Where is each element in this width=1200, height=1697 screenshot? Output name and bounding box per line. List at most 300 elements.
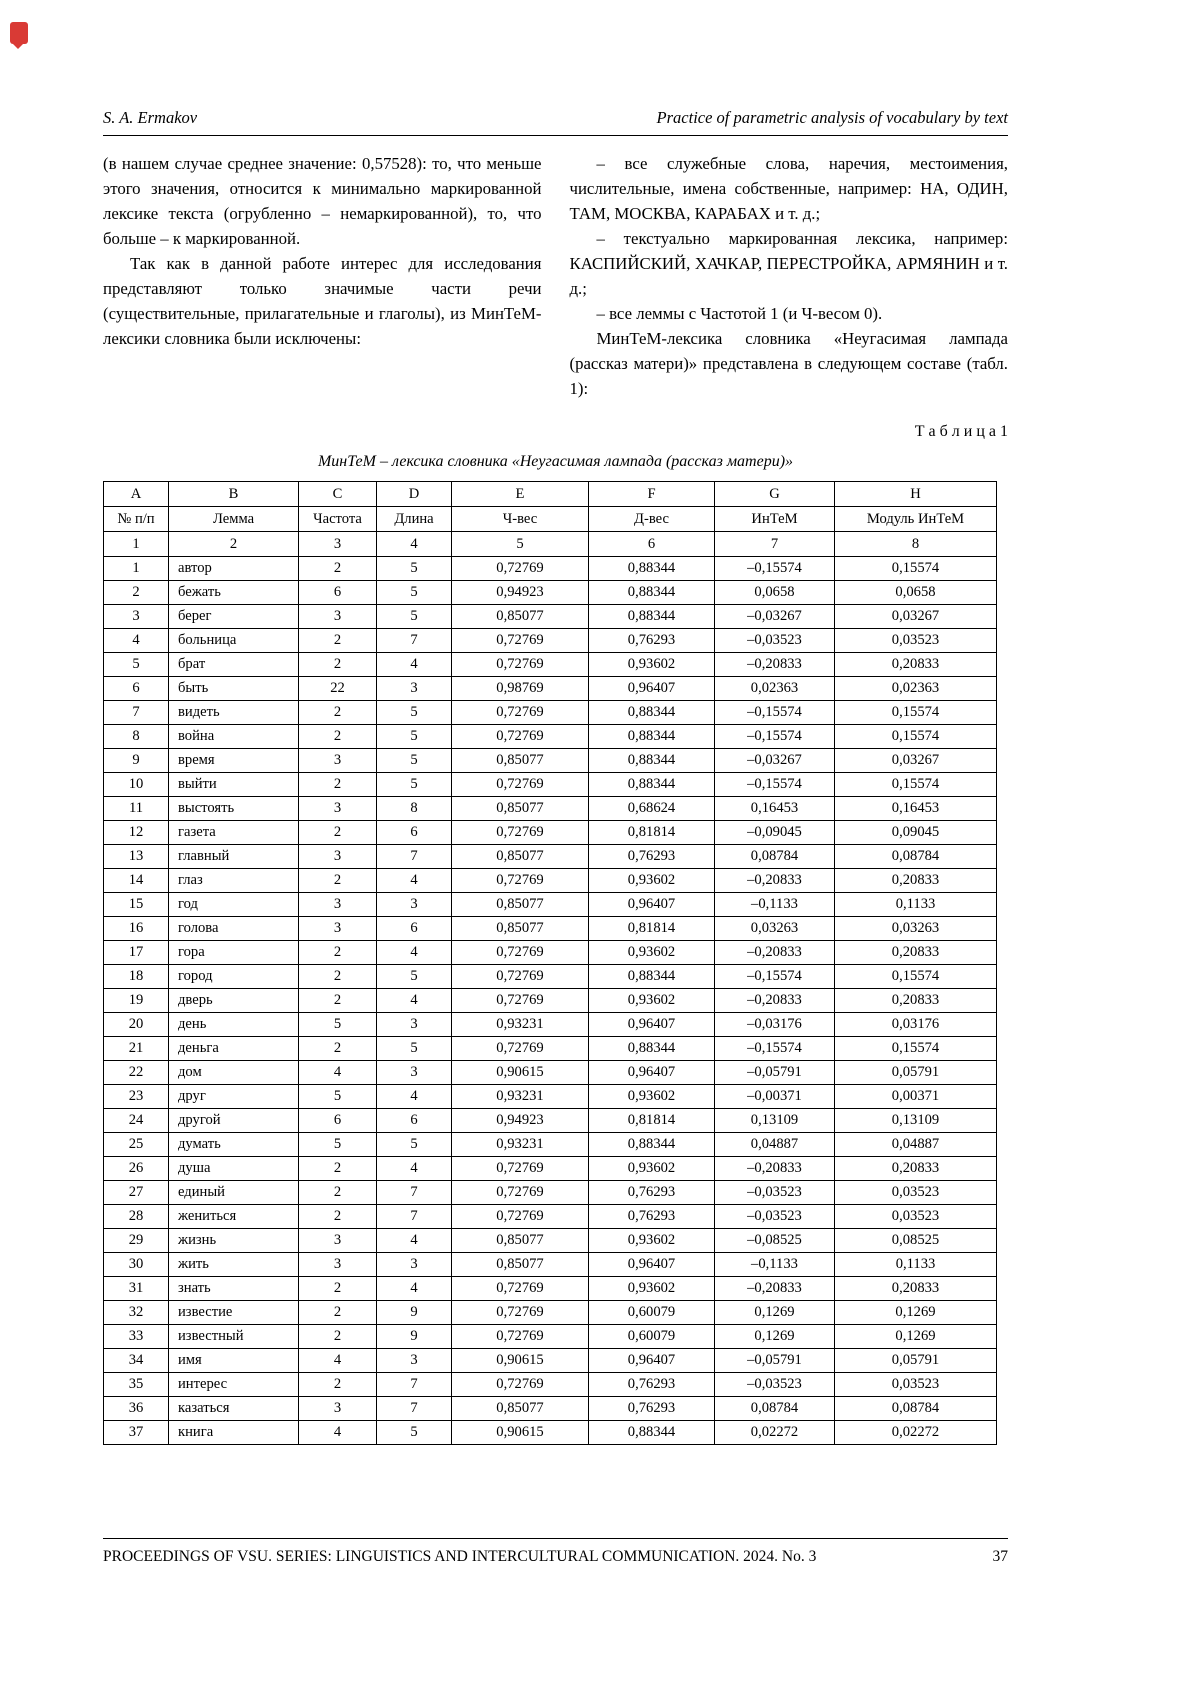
table-cell: 0,13109 <box>835 1109 997 1133</box>
table-cell: 0,02363 <box>715 677 835 701</box>
table-cell: 0,20833 <box>835 869 997 893</box>
table-row <box>104 1133 997 1157</box>
table-cell: 0,1269 <box>715 1301 835 1325</box>
table-cell: 27 <box>104 1181 169 1205</box>
table-cell: 2 <box>299 629 377 653</box>
table-row <box>104 557 997 581</box>
table-row <box>104 605 997 629</box>
table-row <box>104 1349 997 1373</box>
table-cell: 19 <box>104 989 169 1013</box>
header-cell: D <box>377 482 452 507</box>
body-columns <box>103 151 1008 401</box>
table-row <box>104 845 997 869</box>
table-cell: 0,72769 <box>452 557 589 581</box>
table-cell: 4 <box>377 1277 452 1301</box>
table-cell: 0,20833 <box>835 941 997 965</box>
table-cell: 0,98769 <box>452 677 589 701</box>
table-cell: 5 <box>299 1013 377 1037</box>
header-cell: Частота <box>299 507 377 532</box>
table-cell: 9 <box>377 1325 452 1349</box>
annotation-marker-icon[interactable] <box>10 22 28 44</box>
table-cell: –0,1133 <box>715 1253 835 1277</box>
header-cell: 6 <box>589 532 715 557</box>
table-cell: 0,72769 <box>452 653 589 677</box>
table-cell: 0,96407 <box>589 1013 715 1037</box>
table-cell: 0,02363 <box>835 677 997 701</box>
table-cell: дверь <box>169 989 299 1013</box>
table-cell: 4 <box>377 1229 452 1253</box>
table-cell: 5 <box>299 1085 377 1109</box>
table-cell: 2 <box>299 701 377 725</box>
table-cell: 26 <box>104 1157 169 1181</box>
table-cell: 0,08525 <box>835 1229 997 1253</box>
table-cell: 0,15574 <box>835 965 997 989</box>
table-row <box>104 1397 997 1421</box>
table-cell: –0,05791 <box>715 1061 835 1085</box>
running-head <box>103 108 1008 136</box>
table-cell: 3 <box>377 1061 452 1085</box>
table-cell: 3 <box>299 605 377 629</box>
table-cell: –0,15574 <box>715 1037 835 1061</box>
table-cell: 7 <box>104 701 169 725</box>
table-cell: газета <box>169 821 299 845</box>
table-cell: –0,15574 <box>715 557 835 581</box>
table-cell: 4 <box>377 989 452 1013</box>
table-cell: 36 <box>104 1397 169 1421</box>
table-cell: 0,72769 <box>452 941 589 965</box>
table-cell: 22 <box>299 677 377 701</box>
paragraph: – все леммы с Частотой 1 (и Ч-весом 0). <box>596 304 883 323</box>
table-row <box>104 1421 997 1445</box>
header-cell: 1 <box>104 532 169 557</box>
table-cell: 0,93602 <box>589 1085 715 1109</box>
left-column <box>103 151 542 401</box>
table-cell: 2 <box>299 1277 377 1301</box>
table-cell: –0,20833 <box>715 653 835 677</box>
table-cell: 8 <box>104 725 169 749</box>
table-cell: 0,72769 <box>452 1181 589 1205</box>
table-row <box>104 821 997 845</box>
running-head-title: Practice of parametric analysis of vocabulary by text <box>656 108 1008 127</box>
table-cell: 0,93231 <box>452 1133 589 1157</box>
table-row <box>104 701 997 725</box>
table-cell: голова <box>169 917 299 941</box>
table-cell: 3 <box>299 1229 377 1253</box>
table-cell: 5 <box>377 1421 452 1445</box>
right-column <box>570 151 1009 401</box>
table-cell: 0,81814 <box>589 821 715 845</box>
table-cell: 0,15574 <box>835 725 997 749</box>
table-cell: 0,1269 <box>835 1325 997 1349</box>
table-cell: 5 <box>377 701 452 725</box>
header-cell: 8 <box>835 532 997 557</box>
table-cell: 0,93602 <box>589 653 715 677</box>
table-cell: 0,72769 <box>452 773 589 797</box>
header-cell: Д-вес <box>589 507 715 532</box>
table-cell: 3 <box>299 845 377 869</box>
table-cell: 0,85077 <box>452 917 589 941</box>
table-cell: 3 <box>299 797 377 821</box>
table-cell: 0,72769 <box>452 821 589 845</box>
table-cell: 0,85077 <box>452 605 589 629</box>
table-row <box>104 893 997 917</box>
table-cell: 6 <box>377 917 452 941</box>
header-cell: Лемма <box>169 507 299 532</box>
table-cell: 0,03176 <box>835 1013 997 1037</box>
table-cell: 14 <box>104 869 169 893</box>
table-cell: 16 <box>104 917 169 941</box>
table-cell: 30 <box>104 1253 169 1277</box>
table-row <box>104 965 997 989</box>
table-cell: 0,88344 <box>589 581 715 605</box>
table-cell: –0,03523 <box>715 629 835 653</box>
table-row <box>104 1109 997 1133</box>
table-cell: год <box>169 893 299 917</box>
table-cell: 0,03267 <box>835 605 997 629</box>
table-cell: 0,20833 <box>835 1157 997 1181</box>
table-cell: 0,68624 <box>589 797 715 821</box>
table-cell: 4 <box>299 1421 377 1445</box>
table-cell: 7 <box>377 1205 452 1229</box>
table-cell: война <box>169 725 299 749</box>
table-cell: 0,94923 <box>452 581 589 605</box>
header-cell: № п/п <box>104 507 169 532</box>
table-cell: больница <box>169 629 299 653</box>
table-row <box>104 677 997 701</box>
table-cell: 31 <box>104 1277 169 1301</box>
table-cell: 32 <box>104 1301 169 1325</box>
table-row <box>104 1373 997 1397</box>
header-cell: 5 <box>452 532 589 557</box>
table-cell: берег <box>169 605 299 629</box>
table-cell: 0,93231 <box>452 1085 589 1109</box>
table-row <box>104 941 997 965</box>
table-cell: 0,13109 <box>715 1109 835 1133</box>
number-header-row <box>104 532 997 557</box>
table-cell: 0,1133 <box>835 893 997 917</box>
table-cell: 23 <box>104 1085 169 1109</box>
table-cell: –0,09045 <box>715 821 835 845</box>
table-cell: 3 <box>299 1397 377 1421</box>
table-cell: 34 <box>104 1349 169 1373</box>
table-cell: 0,93602 <box>589 869 715 893</box>
table-cell: 0,88344 <box>589 1421 715 1445</box>
paragraph: Так как в данной работе интерес для исследования представляют только значимые части речи (существительные, прилагательные и глаголы), из МинТеМ-лексики словника были исключены: <box>103 254 542 348</box>
table-cell: 2 <box>299 557 377 581</box>
lexicon-table <box>103 481 997 1445</box>
table-cell: 0,09045 <box>835 821 997 845</box>
table-cell: 0,88344 <box>589 557 715 581</box>
footer-journal: PROCEEDINGS OF VSU. SERIES: LINGUISTICS AND INTERCULTURAL COMMUNICATION. 2024. No. 3 <box>103 1548 817 1565</box>
table-cell: 0,76293 <box>589 1373 715 1397</box>
table-cell: казаться <box>169 1397 299 1421</box>
table-cell: 7 <box>377 1181 452 1205</box>
table-cell: 0,04887 <box>835 1133 997 1157</box>
table-cell: 0,03523 <box>835 1205 997 1229</box>
table-cell: –0,03523 <box>715 1205 835 1229</box>
table-cell: 0,72769 <box>452 1373 589 1397</box>
table-cell: друг <box>169 1085 299 1109</box>
table-cell: 20 <box>104 1013 169 1037</box>
table-cell: 0,85077 <box>452 845 589 869</box>
table-cell: 0,1133 <box>835 1253 997 1277</box>
table-cell: 0,90615 <box>452 1061 589 1085</box>
table-row <box>104 1157 997 1181</box>
table-row <box>104 1013 997 1037</box>
table-cell: 2 <box>299 725 377 749</box>
table-cell: 37 <box>104 1421 169 1445</box>
table-cell: 0,08784 <box>835 1397 997 1421</box>
table-cell: 3 <box>377 1013 452 1037</box>
table-cell: 0,16453 <box>835 797 997 821</box>
table-cell: –0,03523 <box>715 1181 835 1205</box>
table-cell: 6 <box>377 821 452 845</box>
table-cell: 0,72769 <box>452 1205 589 1229</box>
table-cell: 0,03523 <box>835 629 997 653</box>
letter-header-row <box>104 482 997 507</box>
table-cell: 0,72769 <box>452 1277 589 1301</box>
table-cell: 0,02272 <box>835 1421 997 1445</box>
table-row <box>104 797 997 821</box>
table-cell: единый <box>169 1181 299 1205</box>
table-cell: 5 <box>299 1133 377 1157</box>
table-cell: 0,85077 <box>452 1253 589 1277</box>
table-cell: 4 <box>377 653 452 677</box>
table-cell: деньга <box>169 1037 299 1061</box>
table-cell: 0,08784 <box>715 845 835 869</box>
table-cell: –0,15574 <box>715 701 835 725</box>
table-cell: –0,15574 <box>715 773 835 797</box>
table-cell: 0,96407 <box>589 1061 715 1085</box>
table-cell: бежать <box>169 581 299 605</box>
table-cell: 0,81814 <box>589 917 715 941</box>
table-cell: 0,08784 <box>835 845 997 869</box>
table-cell: 15 <box>104 893 169 917</box>
table-row <box>104 581 997 605</box>
table-row <box>104 1037 997 1061</box>
table-cell: 6 <box>299 581 377 605</box>
table-cell: главный <box>169 845 299 869</box>
table-cell: 5 <box>377 725 452 749</box>
table-label: Т а б л и ц а 1 <box>914 423 1008 440</box>
column-header-row <box>104 507 997 532</box>
table-cell: 0,72769 <box>452 1157 589 1181</box>
table-cell: –0,03523 <box>715 1373 835 1397</box>
table-cell: 0,72769 <box>452 869 589 893</box>
table-cell: 0,15574 <box>835 701 997 725</box>
table-caption: МинТеМ – лексика словника «Неугасимая лампада (рассказ матери)» <box>317 453 794 470</box>
table-cell: 24 <box>104 1109 169 1133</box>
table-cell: 0,72769 <box>452 965 589 989</box>
table-cell: 0,96407 <box>589 893 715 917</box>
table-cell: 5 <box>377 581 452 605</box>
header-cell: 3 <box>299 532 377 557</box>
table-cell: 28 <box>104 1205 169 1229</box>
header-cell: E <box>452 482 589 507</box>
table-cell: 4 <box>299 1061 377 1085</box>
table-cell: 0,15574 <box>835 773 997 797</box>
table-cell: 0,88344 <box>589 1037 715 1061</box>
table-cell: 0,85077 <box>452 893 589 917</box>
table-cell: 2 <box>299 773 377 797</box>
table-cell: 0,81814 <box>589 1109 715 1133</box>
table-cell: 3 <box>299 1253 377 1277</box>
table-cell: 21 <box>104 1037 169 1061</box>
table-cell: 0,85077 <box>452 749 589 773</box>
table-cell: автор <box>169 557 299 581</box>
table-cell: 5 <box>377 605 452 629</box>
table-cell: –0,20833 <box>715 1277 835 1301</box>
table-cell: 6 <box>299 1109 377 1133</box>
table-row <box>104 1229 997 1253</box>
table-cell: –0,03267 <box>715 749 835 773</box>
table-cell: 0,16453 <box>715 797 835 821</box>
table-cell: 0,1269 <box>715 1325 835 1349</box>
table-row <box>104 1061 997 1085</box>
header-cell: 7 <box>715 532 835 557</box>
table-cell: 0,20833 <box>835 653 997 677</box>
table-cell: 0,94923 <box>452 1109 589 1133</box>
table-cell: 0,88344 <box>589 701 715 725</box>
table-cell: 1 <box>104 557 169 581</box>
table-cell: 0,60079 <box>589 1325 715 1349</box>
table-cell: 0,93602 <box>589 989 715 1013</box>
table-cell: 5 <box>377 557 452 581</box>
table-cell: 2 <box>299 821 377 845</box>
table-cell: 2 <box>104 581 169 605</box>
table-cell: 7 <box>377 629 452 653</box>
table-cell: 0,93602 <box>589 1277 715 1301</box>
table-cell: 0,88344 <box>589 965 715 989</box>
table-cell: имя <box>169 1349 299 1373</box>
table-cell: –0,05791 <box>715 1349 835 1373</box>
table-cell: 0,20833 <box>835 989 997 1013</box>
table-cell: 0,76293 <box>589 1397 715 1421</box>
table-row <box>104 1301 997 1325</box>
table-cell: 2 <box>299 1325 377 1349</box>
table-cell: 3 <box>299 917 377 941</box>
table-cell: 7 <box>377 1373 452 1397</box>
table-cell: глаз <box>169 869 299 893</box>
table-cell: душа <box>169 1157 299 1181</box>
table-cell: 9 <box>104 749 169 773</box>
table-cell: 0,72769 <box>452 1301 589 1325</box>
table-cell: 0,96407 <box>589 1349 715 1373</box>
table-cell: 2 <box>299 1037 377 1061</box>
table-cell: 0,0658 <box>715 581 835 605</box>
table-cell: 5 <box>377 773 452 797</box>
table-cell: 4 <box>377 869 452 893</box>
table-cell: 33 <box>104 1325 169 1349</box>
paragraph: МинТеМ-лексика словника «Неугасимая лампада (рассказ матери)» представлена в следующем составе (табл. 1): <box>569 329 1008 398</box>
table-cell: 13 <box>104 845 169 869</box>
table-cell: 3 <box>104 605 169 629</box>
table-cell: выстоять <box>169 797 299 821</box>
table-cell: 17 <box>104 941 169 965</box>
table-cell: 5 <box>377 1133 452 1157</box>
table-cell: 4 <box>377 1157 452 1181</box>
table-cell: город <box>169 965 299 989</box>
table-cell: 18 <box>104 965 169 989</box>
table-cell: 2 <box>299 653 377 677</box>
table-cell: 3 <box>377 1349 452 1373</box>
table-cell: –0,20833 <box>715 941 835 965</box>
table-cell: 7 <box>377 845 452 869</box>
table-cell: 6 <box>377 1109 452 1133</box>
table-cell: 0,93602 <box>589 1229 715 1253</box>
table-row <box>104 1181 997 1205</box>
table-cell: 3 <box>299 893 377 917</box>
table-cell: 2 <box>299 941 377 965</box>
table-cell: 0,85077 <box>452 1229 589 1253</box>
table-cell: известный <box>169 1325 299 1349</box>
table-cell: 0,88344 <box>589 605 715 629</box>
table-row <box>104 1085 997 1109</box>
table-cell: 0,88344 <box>589 749 715 773</box>
table-cell: 0,76293 <box>589 629 715 653</box>
table-cell: 0,0658 <box>835 581 997 605</box>
table-cell: 0,88344 <box>589 725 715 749</box>
table-cell: 6 <box>104 677 169 701</box>
table-cell: 0,72769 <box>452 725 589 749</box>
header-cell: 4 <box>377 532 452 557</box>
table-cell: жить <box>169 1253 299 1277</box>
table-cell: 0,03523 <box>835 1181 997 1205</box>
header-cell: ИнТеМ <box>715 507 835 532</box>
table-cell: 0,05791 <box>835 1061 997 1085</box>
page-number: 37 <box>992 1548 1008 1565</box>
table-cell: 25 <box>104 1133 169 1157</box>
table-cell: 0,08784 <box>715 1397 835 1421</box>
table-cell: 0,96407 <box>589 677 715 701</box>
table-cell: –0,1133 <box>715 893 835 917</box>
table-cell: 4 <box>299 1349 377 1373</box>
table-cell: 0,05791 <box>835 1349 997 1373</box>
table-cell: 0,93231 <box>452 1013 589 1037</box>
table-cell: 0,76293 <box>589 1181 715 1205</box>
table-cell: –0,20833 <box>715 1157 835 1181</box>
table-cell: 3 <box>299 749 377 773</box>
header-cell: Модуль ИнТеМ <box>835 507 997 532</box>
table-cell: 5 <box>377 749 452 773</box>
table-cell: 0,90615 <box>452 1421 589 1445</box>
table-row <box>104 1325 997 1349</box>
table-cell: дом <box>169 1061 299 1085</box>
table-cell: 5 <box>104 653 169 677</box>
table-cell: 0,93602 <box>589 941 715 965</box>
table-cell: 8 <box>377 797 452 821</box>
table-cell: 0,03523 <box>835 1373 997 1397</box>
header-cell: B <box>169 482 299 507</box>
table-cell: 0,72769 <box>452 1037 589 1061</box>
table-cell: –0,03176 <box>715 1013 835 1037</box>
page-footer <box>103 1538 1008 1566</box>
table-cell: 29 <box>104 1229 169 1253</box>
header-cell: A <box>104 482 169 507</box>
table-row <box>104 725 997 749</box>
table-cell: 22 <box>104 1061 169 1085</box>
table-cell: день <box>169 1013 299 1037</box>
table-cell: известие <box>169 1301 299 1325</box>
table-cell: 0,03267 <box>835 749 997 773</box>
header-cell: F <box>589 482 715 507</box>
table-cell: –0,15574 <box>715 965 835 989</box>
table-cell: знать <box>169 1277 299 1301</box>
table-cell: другой <box>169 1109 299 1133</box>
table-cell: 12 <box>104 821 169 845</box>
table-cell: 0,02272 <box>715 1421 835 1445</box>
table-cell: 3 <box>377 893 452 917</box>
